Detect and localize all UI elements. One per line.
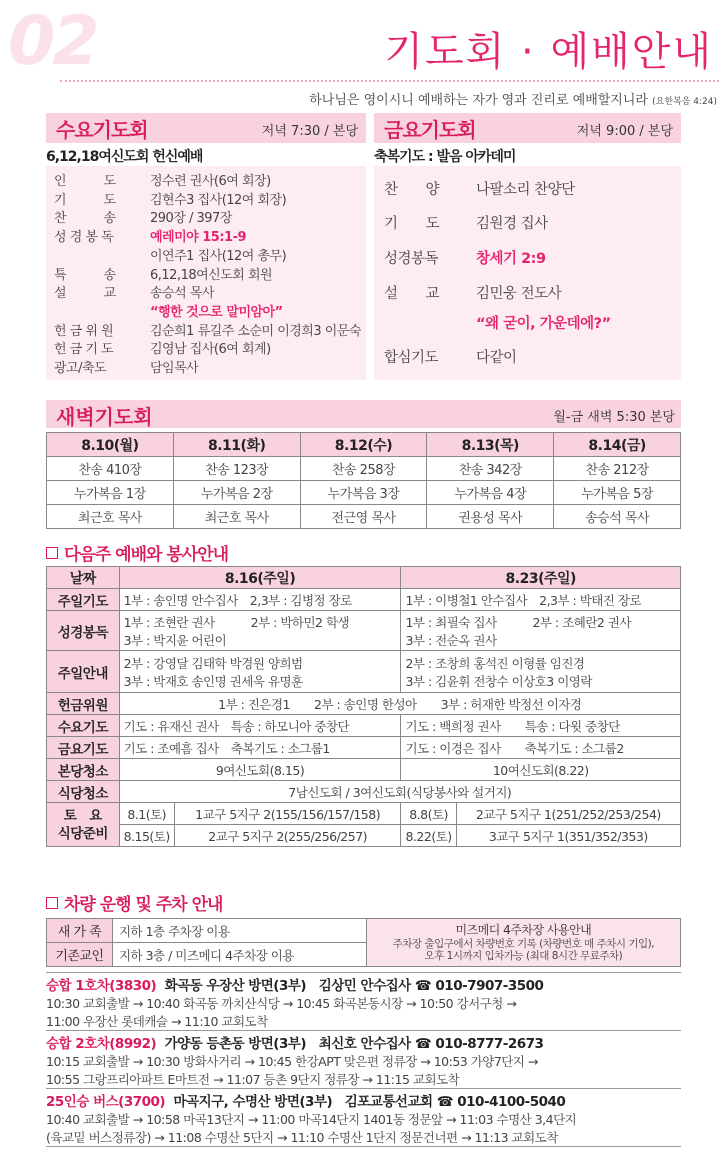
bus-2 <box>46 1032 681 1088</box>
cell <box>401 611 681 651</box>
cell: 1부 : 이병철1 안수집사 2,3부 : 박태진 장로 <box>401 589 681 611</box>
dawn-reading: 누가복음 5장 <box>554 481 681 505</box>
cell-date: 8.22(토) <box>401 825 456 847</box>
program-label: 기 도 <box>384 216 440 232</box>
cell-line: 3부 : 박지윤 어린이 <box>123 632 227 648</box>
bus-name: 25인승 버스(3700) <box>46 1094 166 1110</box>
program-value: 이연주1 집사(12여 총무) <box>150 248 287 264</box>
dawn-date: 8.14(금) <box>554 433 681 457</box>
cell: 9여신도회(8.15) <box>119 759 401 781</box>
scripture-verse <box>309 89 717 108</box>
row-label: 주일안내 <box>47 651 120 693</box>
bus-3 <box>46 1090 681 1146</box>
bus-divider <box>46 1146 681 1147</box>
page-number: 02 <box>8 2 97 81</box>
dawn-table <box>46 432 681 529</box>
program-value: 김순희1 류길주 소순미 이경희3 이문숙 <box>150 323 361 339</box>
verse-reference: (요한복음 4:24) <box>652 97 717 107</box>
row-label: 헌금위원 <box>47 693 120 715</box>
program-label: 광고/축도 <box>54 361 107 376</box>
col-date-1: 8.16(주일) <box>119 567 401 589</box>
next-week-title <box>46 540 228 565</box>
row-label-line: 식당준비 <box>57 825 108 842</box>
parking-note-line: 오후 1시까지 입차가능 (최대 8시간 무료주차) <box>424 950 623 962</box>
program-value: “행한 것으로 말미암아” <box>150 304 283 320</box>
dawn-date: 8.13(목) <box>427 433 554 457</box>
cell: 기도 : 백희정 권사 특송 : 다윗 중창단 <box>401 715 681 737</box>
program-value: 김원경 집사 <box>476 216 548 232</box>
program-value: 창세기 2:9 <box>476 251 546 267</box>
cell: 2교구 5지구 2(255/256/257) <box>174 825 401 847</box>
page-title: 기도회 · 예배안내 <box>384 29 713 75</box>
dawn-date: 8.10(월) <box>47 433 174 457</box>
square-bullet-icon <box>46 897 58 909</box>
row-label: 성경봉독 <box>47 611 120 651</box>
program-label: 특 송 <box>54 267 116 283</box>
cell: 1교구 5지구 2(155/156/157/158) <box>174 803 401 825</box>
program-label: 인 도 <box>54 174 116 189</box>
dawn-date: 8.11(화) <box>173 433 300 457</box>
bus-divider <box>46 1088 681 1089</box>
program-value: 290장 / 397장 <box>150 211 232 227</box>
col-date: 날짜 <box>47 567 120 589</box>
cell-date: 8.8(토) <box>401 803 456 825</box>
bus-header <box>46 1090 681 1110</box>
program-value: 김민웅 전도사 <box>476 286 562 302</box>
bus-schedule: 10:55 그랑프리아파트 E마트전 → 11:07 등촌 9단지 정류장 → 11:15 교회도착 <box>46 1072 460 1087</box>
cell-line: 2부 : 강영달 김태학 박경원 양희범 <box>123 655 303 671</box>
cell: 10여신도회(8.22) <box>401 759 681 781</box>
program-label: 찬 양 <box>384 182 440 198</box>
cell-line: 2부 : 조창희 홍석진 이형률 임진경 <box>405 655 585 671</box>
program-value: 6,12,18여신도회 회원 <box>150 267 273 283</box>
program-value: 다같이 <box>476 350 517 366</box>
vehicle-title <box>46 890 222 915</box>
wednesday-subtitle: 6,12,18여신도회 헌신예배 <box>46 149 203 165</box>
cell-date: 8.15(토) <box>119 825 174 847</box>
wednesday-title: 수요기도회 <box>56 118 148 142</box>
title-divider <box>60 80 719 82</box>
dawn-title: 새벽기도회 <box>56 405 153 429</box>
cell-line: 3부 : 전순옥 권사 <box>405 632 497 648</box>
program-label: 찬 송 <box>54 211 116 227</box>
row-label-line: 토 요 <box>63 807 102 824</box>
dawn-pastor: 송승석 목사 <box>554 505 681 529</box>
friday-title: 금요기도회 <box>384 118 476 142</box>
bus-driver: 김상민 안수집사 ☎ 010-7907-3500 <box>318 978 544 994</box>
row-label: 주일기도 <box>47 589 120 611</box>
friday-time: 저녁 9:00 / 본당 <box>576 124 673 139</box>
bus-driver: 김포교통선교회 ☎ 010-4100-5040 <box>344 1094 566 1110</box>
dawn-hymn: 찬송 342장 <box>427 457 554 481</box>
program-label: 합심기도 <box>384 350 439 366</box>
program-label: 기 도 <box>54 192 116 208</box>
cell <box>119 651 401 693</box>
program-label: 헌 금 위 원 <box>54 323 114 339</box>
bus-name: 승합 2호차(8992) <box>46 1036 157 1052</box>
row-label: 식당청소 <box>47 781 120 803</box>
cell-line: 1부 : 조현란 권사 2부 : 박하민2 학생 <box>123 614 350 630</box>
dawn-pastor: 전근영 목사 <box>300 505 427 529</box>
dawn-date: 8.12(수) <box>300 433 427 457</box>
cell: 3교구 5지구 1(351/352/353) <box>456 825 680 847</box>
cell: 1부 : 진은경1 2부 : 송인명 한성아 3부 : 허재한 박정선 이자경 <box>119 693 680 715</box>
program-label: 성 경 봉 독 <box>54 230 114 246</box>
parking-note-line: 주차장 출입구에서 차량번호 기록 (차량번호 매 주차시 기입), <box>392 938 655 950</box>
program-label: 설 교 <box>54 286 116 302</box>
next-week-title-text: 다음주 예배와 봉사안내 <box>64 545 229 565</box>
bus-1 <box>46 974 681 1030</box>
bus-driver: 최신호 안수집사 ☎ 010-8777-2673 <box>318 1036 544 1052</box>
cell: 2교구 5지구 1(251/252/253/254) <box>456 803 680 825</box>
bus-divider <box>46 1030 681 1031</box>
dawn-hymn: 찬송 410장 <box>47 457 174 481</box>
row-label: 금요기도 <box>47 737 120 759</box>
friday-header <box>374 113 681 143</box>
bus-header <box>46 974 681 994</box>
cell: 기도 : 이경은 집사 축복기도 : 소그룹2 <box>401 737 681 759</box>
bus-header <box>46 1032 681 1052</box>
bus-schedule: 11:00 우장산 롯데캐슬 → 11:10 교회도착 <box>46 1014 268 1029</box>
program-value: 예레미야 15:1-9 <box>150 230 247 246</box>
dawn-time: 월-금 새벽 5:30 본당 <box>553 410 675 425</box>
parking-note <box>366 919 680 967</box>
row-label: 수요기도 <box>47 715 120 737</box>
dawn-hymn: 찬송 258장 <box>300 457 427 481</box>
program-value: “왜 굳이, 가운데에?” <box>476 316 611 332</box>
dawn-pastor: 권용성 목사 <box>427 505 554 529</box>
program-value: 김영남 집사(6여 회계) <box>150 342 271 358</box>
cell: 7남신도회 / 3여신도회(식당봉사와 설거지) <box>119 781 680 803</box>
program-label: 설 교 <box>384 286 440 302</box>
bus-schedule: 10:30 교회출발 → 10:40 화곡동 까치산식당 → 10:45 화곡본동시장 → 10:50 강서구청 → <box>46 996 517 1011</box>
cell: 기도 : 조예흠 집사 축복기도 : 소그룹1 <box>119 737 401 759</box>
program-value: 송승석 목사 <box>150 286 214 302</box>
program-value: 김현수3 집사(12여 회장) <box>150 192 287 208</box>
cell: 지하 1층 주차장 이용 <box>112 919 366 943</box>
vehicle-title-text: 차량 운행 및 주차 안내 <box>64 895 223 915</box>
cell-date: 8.1(토) <box>119 803 174 825</box>
row-label: 새 가 족 <box>47 919 113 943</box>
bus-route: 화곡동 우장산 방면(3부) <box>164 978 307 994</box>
dawn-pastor: 최근호 목사 <box>47 505 174 529</box>
row-label: 기존교인 <box>47 943 113 967</box>
friday-subtitle: 축복기도 : 발음 아카데미 <box>374 149 516 165</box>
row-label: 본당청소 <box>47 759 120 781</box>
bus-schedule: 10:40 교회출발 → 10:58 마곡13단지 → 11:00 마곡14단지 1401동 정문앞 → 11:03 수명산 3,4단지 <box>46 1112 577 1127</box>
bus-route: 가양동 등촌동 방면(3부) <box>164 1036 307 1052</box>
bus-name: 승합 1호차(3830) <box>46 978 157 994</box>
cell: 1부 : 송인명 안수집사 2,3부 : 김병정 장로 <box>119 589 401 611</box>
dawn-reading: 누가복음 1장 <box>47 481 174 505</box>
program-value: 담임목사 <box>150 361 199 376</box>
col-date-2: 8.23(주일) <box>401 567 681 589</box>
program-label: 헌 금 기 도 <box>54 342 114 358</box>
bus-schedule: 10:15 교회출발 → 10:30 방화사거리 → 10:45 한강APT 맞은편 정류장 → 10:53 가양7단지 → <box>46 1054 538 1069</box>
cell <box>401 651 681 693</box>
cell: 기도 : 유재신 권사 특송 : 하모니아 중창단 <box>119 715 401 737</box>
dawn-reading: 누가복음 4장 <box>427 481 554 505</box>
bus-schedule: (육교밑 버스정류장) → 11:08 수명산 5단지 → 11:10 수명산 1단지 정문건너편 → 11:13 교회도착 <box>46 1130 558 1145</box>
dawn-reading: 누가복음 3장 <box>300 481 427 505</box>
program-value: 나팔소리 찬양단 <box>476 182 575 198</box>
program-value: 정수련 권사(6여 회장) <box>150 174 271 189</box>
wednesday-time: 저녁 7:30 / 본당 <box>261 124 358 139</box>
cell: 지하 3층 / 미즈메디 4주차장 이용 <box>112 943 366 967</box>
cell-line: 1부 : 최필숙 집사 2부 : 조혜란2 권사 <box>405 614 632 630</box>
bus-divider <box>46 972 681 973</box>
dawn-hymn: 찬송 212장 <box>554 457 681 481</box>
wednesday-header <box>46 113 366 143</box>
cell <box>119 611 401 651</box>
dawn-reading: 누가복음 2장 <box>173 481 300 505</box>
row-label <box>47 803 120 847</box>
verse-text: 하나님은 영이시니 예배하는 자가 영과 진리로 예배할지니라 <box>309 93 648 108</box>
next-week-table <box>46 566 681 847</box>
parking-table <box>46 918 681 967</box>
cell-line: 3부 : 박재호 송인명 권세욱 유명훈 <box>123 673 303 689</box>
parking-note-title: 미즈메디 4주차장 사용안내 <box>455 923 592 937</box>
dawn-header <box>46 400 681 428</box>
dawn-hymn: 찬송 123장 <box>173 457 300 481</box>
square-bullet-icon <box>46 547 58 559</box>
dawn-pastor: 최근호 목사 <box>173 505 300 529</box>
bus-route: 마곡지구, 수명산 방면(3부) <box>173 1094 333 1110</box>
cell-line: 3부 : 김윤휘 전창수 이상호3 이영락 <box>405 673 592 689</box>
program-label: 성경봉독 <box>384 251 439 267</box>
